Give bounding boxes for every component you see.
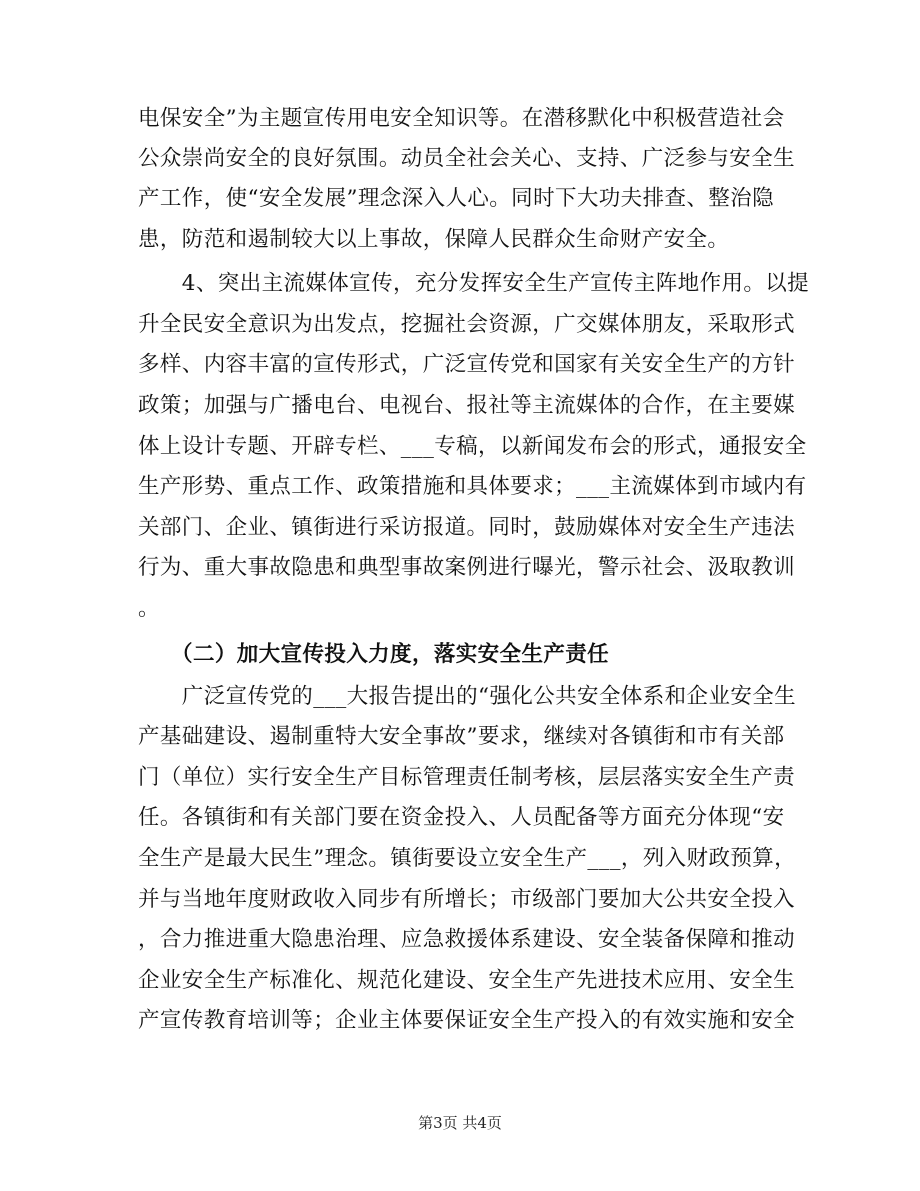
text-line: 患，防范和遏制较大以上事故，保障人民群众生命财产安全。 [138, 227, 730, 252]
text-line: 关部门、企业、镇街进行采访报道。同时，鼓励媒体对安全生产违法 [138, 515, 796, 540]
text-line: 体上设计专题、开辟专栏、___专稿，以新闻发布会的形式，通报安全 [138, 434, 807, 459]
text-line: 4、突出主流媒体宣传，充分发挥安全生产宣传主阵地作用。以提 [138, 271, 810, 296]
text-line: 多样、内容丰富的宣传形式，广泛宣传党和国家有关安全生产的方针 [138, 352, 796, 377]
text-line: 广泛宣传党的___大报告提出的“强化公共安全体系和企业安全生 [138, 684, 797, 709]
text-line: 产宣传教育培训等；企业主体要保证安全生产投入的有效实施和安全 [138, 1008, 796, 1033]
text-line: 企业安全生产标准化、规范化建设、安全生产先进技术应用、安全生 [138, 968, 796, 993]
text-line: 升全民安全意识为出发点，挖掘社会资源，广交媒体朋友，采取形式 [138, 312, 796, 337]
text-line: 任。各镇街和有关部门要在资金投入、人员配备等方面充分体现“安 [138, 805, 785, 830]
text-line: 产工作，使“安全发展”理念深入人心。同时下大功夫排查、整治隐 [138, 186, 774, 211]
section-heading: （二）加大宣传投入力度，落实安全生产责任 [138, 642, 610, 667]
text-line: 并与当地年度财政收入同步有所增长；市级部门要加大公共安全投入 [138, 887, 796, 912]
page-number-footer: 第3页 共4页 [418, 1114, 502, 1132]
text-line: 全生产是最大民生”理念。镇街要设立安全生产___，列入财政预算， [138, 846, 797, 871]
text-line: 生产形势、重点工作、政策措施和具体要求；___主流媒体到市域内有 [138, 474, 807, 499]
text-line: 公众崇尚安全的良好氛围。动员全社会关心、支持、广泛参与安全生 [138, 146, 796, 171]
text-line: 电保安全”为主题宣传用电安全知识等。在潜移默化中积极营造社会 [138, 106, 785, 131]
text-line: 门（单位）实行安全生产目标管理责任制考核，层层落实安全生产责 [138, 765, 796, 790]
text-line: 政策；加强与广播电台、电视台、报社等主流媒体的合作，在主要媒 [138, 393, 796, 418]
text-line: 。 [138, 596, 160, 621]
text-line: 产基础建设、遏制重特大安全事故”要求，继续对各镇街和市有关部 [138, 724, 785, 749]
text-line: ，合力推进重大隐患治理、应急救援体系建设、安全装备保障和推动 [138, 927, 796, 952]
text-line: 行为、重大事故隐患和典型事故案例进行曝光，警示社会、汲取教训 [138, 555, 796, 580]
